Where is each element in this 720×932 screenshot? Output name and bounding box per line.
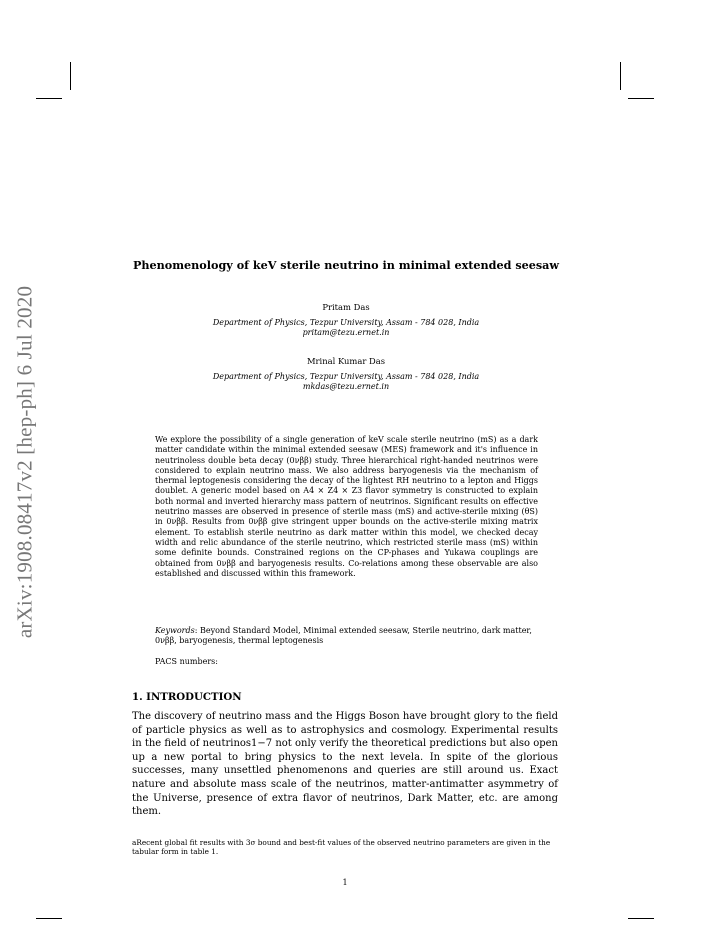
arxiv-stamp-text: arXiv:1908.08417v2 [hep-ph] 6 Jul 2020 xyxy=(12,285,37,639)
author-block xyxy=(132,302,560,338)
keywords-label: Keywords xyxy=(155,626,195,635)
crop-mark xyxy=(36,98,62,99)
crop-mark xyxy=(628,98,654,99)
section-heading: 1. INTRODUCTION xyxy=(132,691,242,703)
arxiv-stamp xyxy=(8,262,42,662)
footnote: aRecent global fit results with 3σ bound and best-fit values of the observed neutrino parameters are given in the tabular form in table 1. xyxy=(132,838,551,857)
author-block xyxy=(132,356,560,392)
pacs-numbers: PACS numbers: xyxy=(155,657,218,666)
abstract: We explore the possibility of a single generation of keV scale sterile neutrino (mS) as a dark matter candidate within the minimal extended seesaw (MES) framework and it's influence in neutrinoless double beta decay (0νββ) study. Three hierarchical right-handed neutrinos were considered to explain neutrino mass. We also address baryogenesis via the mechanism of thermal leptogenesis considering the decay of the lightest RH neutrino to a lepton and Higgs doublet. A generic model based on A4 × Z4 × Z3 flavor symmetry is constructed to explain both normal and inverted hierarchy mass pattern of neutrinos. Significant results on effective neutrino masses are observed in presence of sterile mass (mS) and active-sterile mixing (θS) in 0νββ. Results from 0νββ give stringent upper bounds on the active-sterile mixing matrix element. To establish sterile neutrino as dark matter within this model, we checked decay width and relic abundance of the sterile neutrino, which restricted sterile mass (mS) within some definite bounds. Constrained regions on the CP-phases and Yukawa couplings are obtained from 0νββ and baryogenesis results. Co-relations among these observable are also established and discussed within this framework. xyxy=(155,435,538,578)
crop-mark xyxy=(70,62,71,90)
crop-mark xyxy=(620,62,621,90)
author-name: Mrinal Kumar Das xyxy=(306,356,386,366)
author-affiliation: Department of Physics, Tezpur University, Assam - 784 028, India xyxy=(212,372,480,381)
author-email: pritam@tezu.ernet.in xyxy=(302,328,390,337)
crop-mark xyxy=(36,918,62,919)
author-email: mkdas@tezu.ernet.in xyxy=(302,382,390,391)
keywords xyxy=(155,626,538,647)
author-name: Pritam Das xyxy=(322,302,370,312)
paper-title: Phenomenology of keV sterile neutrino in minimal extended seesaw xyxy=(132,258,560,272)
keywords-text: : Beyond Standard Model, Minimal extended seesaw, Sterile neutrino, dark matter, 0νββ, baryogenesis, thermal leptogenesis xyxy=(155,626,532,646)
intro-paragraph: The discovery of neutrino mass and the Higgs Boson have brought glory to the field of particle physics as well as to astrophysics and cosmology. Experimental results in the field of neutrinos1−7 not only verify the theoretical predictions but also open up a new portal to bring physics to the next levela. In spite of the glorious successes, many unsettled phenomenons and queries are still around us. Exact nature and absolute mass scale of the neutrinos, matter-antimatter asymmetry of the Universe, presence of extra flavor of neutrinos, Dark Matter, etc. are among them. xyxy=(132,711,558,818)
page-number: 1 xyxy=(342,878,348,887)
crop-mark xyxy=(628,918,654,919)
author-affiliation: Department of Physics, Tezpur University, Assam - 784 028, India xyxy=(212,318,480,327)
